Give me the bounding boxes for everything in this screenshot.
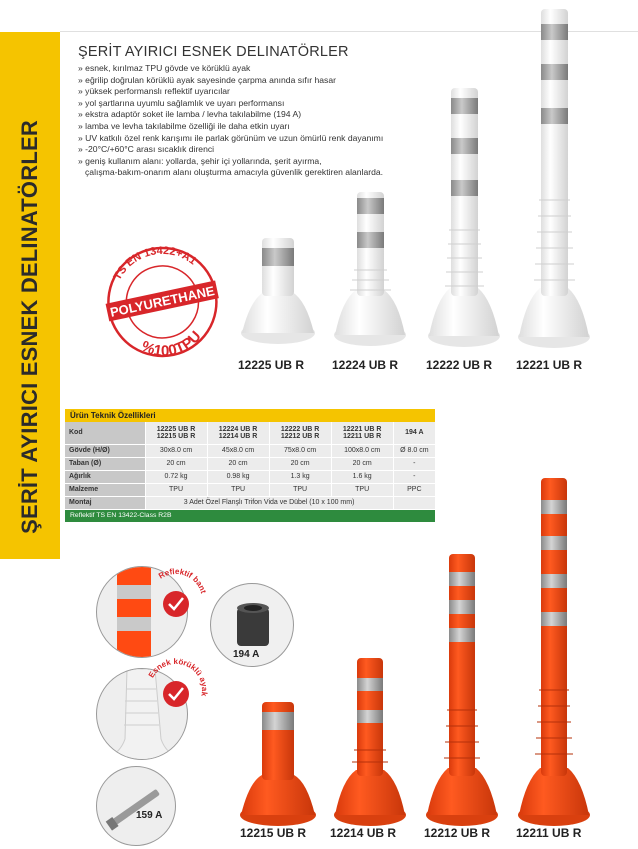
spec-cell: -	[393, 470, 435, 483]
spec-cell: TPU	[207, 483, 269, 496]
product-label: 12211 UB R	[516, 826, 582, 840]
spec-row-label: Montaj	[65, 496, 145, 509]
product-label: 12214 UB R	[330, 826, 397, 840]
spec-cell: 30x8.0 cm	[145, 444, 207, 457]
spec-cell: TPU	[145, 483, 207, 496]
reflective-band-label: Reflektif bant	[157, 566, 209, 595]
sidebar-title: ŞERİT AYIRICI ESNEK DELINATÖRLER	[17, 120, 42, 534]
stamp-middle-text: POLYURETHANE	[108, 283, 216, 320]
feature-item: » lamba ve levha takılabilme özelliği ile daha etkin uyarı	[78, 120, 290, 131]
feature-item: çalışma-bakım-onarım alanı oluşturma amacıyla güvenlik gerektiren alanlarda.	[85, 167, 384, 178]
feature-item: » UV katkılı özel renk karışımı ile parlak görünüm ve uzun ömürlü renk dayanımı	[78, 132, 384, 143]
feature-item: » yüksek performanslı reflektif uyarıcılar	[78, 86, 230, 97]
feature-item: » -20°C/+60°C arası sıcaklık direnci	[78, 144, 215, 155]
spec-cell: TPU	[269, 483, 331, 496]
spec-cell: 3 Adet Özel Flanşlı Trifon Vida ve Dübel (10 x 100 mm)	[145, 496, 393, 509]
spec-title: Ürün Teknik Özellikleri	[65, 409, 435, 422]
product-label: 12212 UB R	[424, 826, 491, 840]
spec-row-label: Gövde (H/Ø)	[65, 444, 145, 457]
product-label: 12224 UB R	[332, 358, 399, 372]
spec-cell: 0.72 kg	[145, 470, 207, 483]
flexible-base-label: Esnek körüklü ayak	[146, 656, 210, 697]
delineator-12215	[240, 702, 316, 826]
spec-cell: 0.98 kg	[207, 470, 269, 483]
spec-cell: 1.3 kg	[269, 470, 331, 483]
adapter-label: 194 A	[233, 649, 260, 660]
delineator-12212	[426, 554, 498, 826]
stamp-top-text: TS EN 13422+A1	[111, 244, 199, 283]
product-label: 12225 UB R	[238, 358, 305, 372]
spec-cell: 45x8.0 cm	[207, 444, 269, 457]
spec-cell: PPC	[393, 483, 435, 496]
feature-item: » geniş kullanım alanı: yollarda, şehir içi yollarında, şerit ayırma,	[78, 155, 322, 166]
product-label: 12221 UB R	[516, 358, 583, 372]
spec-cell: 20 cm	[145, 457, 207, 470]
spec-row-label: Taban (Ø)	[65, 457, 145, 470]
page-title: ŞERİT AYIRICI ESNEK DELINATÖRLER	[78, 44, 349, 60]
delineator-12214	[334, 658, 406, 826]
spec-cell: 194 A	[393, 422, 435, 444]
stamp-bottom-text: %100TPU	[138, 327, 205, 360]
spec-cell: 12222 UB R 12212 UB R	[269, 422, 331, 444]
feature-item: » esnek, kırılmaz TPU gövde ve körüklü ayak	[78, 63, 251, 73]
spec-cell: 20 cm	[269, 457, 331, 470]
spec-cell: 20 cm	[331, 457, 393, 470]
spec-row-label: Malzeme	[65, 483, 145, 496]
spec-row-label: Kod	[65, 422, 145, 444]
spec-cell: 12221 UB R 12211 UB R	[331, 422, 393, 444]
feature-item: » yol şartlarına uyumlu sağlamlık ve uyarı performansı	[78, 97, 285, 108]
spec-cell: 12225 UB R 12215 UB R	[145, 422, 207, 444]
product-label: 12222 UB R	[426, 358, 493, 372]
feature-item: » eğrilip doğrulan körüklü ayak sayesinde çarpma anında sıfır hasar	[78, 74, 336, 85]
spec-cell: 1.6 kg	[331, 470, 393, 483]
spec-cell: 20 cm	[207, 457, 269, 470]
spec-cell: 12224 UB R 12214 UB R	[207, 422, 269, 444]
spec-footer: Reflektif TS EN 13422-Class R2B	[65, 510, 435, 522]
spec-cell: -	[393, 457, 435, 470]
delineator-12211	[518, 478, 590, 826]
spec-cell: 75x8.0 cm	[269, 444, 331, 457]
feature-item: » ekstra adaptör soket ile lamba / levha takılabilme (194 A)	[78, 109, 302, 120]
orange-delineator-group	[0, 470, 638, 830]
spec-row-label: Ağırlık	[65, 470, 145, 483]
spec-cell: TPU	[331, 483, 393, 496]
product-label: 12215 UB R	[240, 826, 307, 840]
screw-label: 159 A	[136, 810, 163, 821]
spec-cell: 100x8.0 cm	[331, 444, 393, 457]
spec-cell: Ø 8.0 cm	[393, 444, 435, 457]
